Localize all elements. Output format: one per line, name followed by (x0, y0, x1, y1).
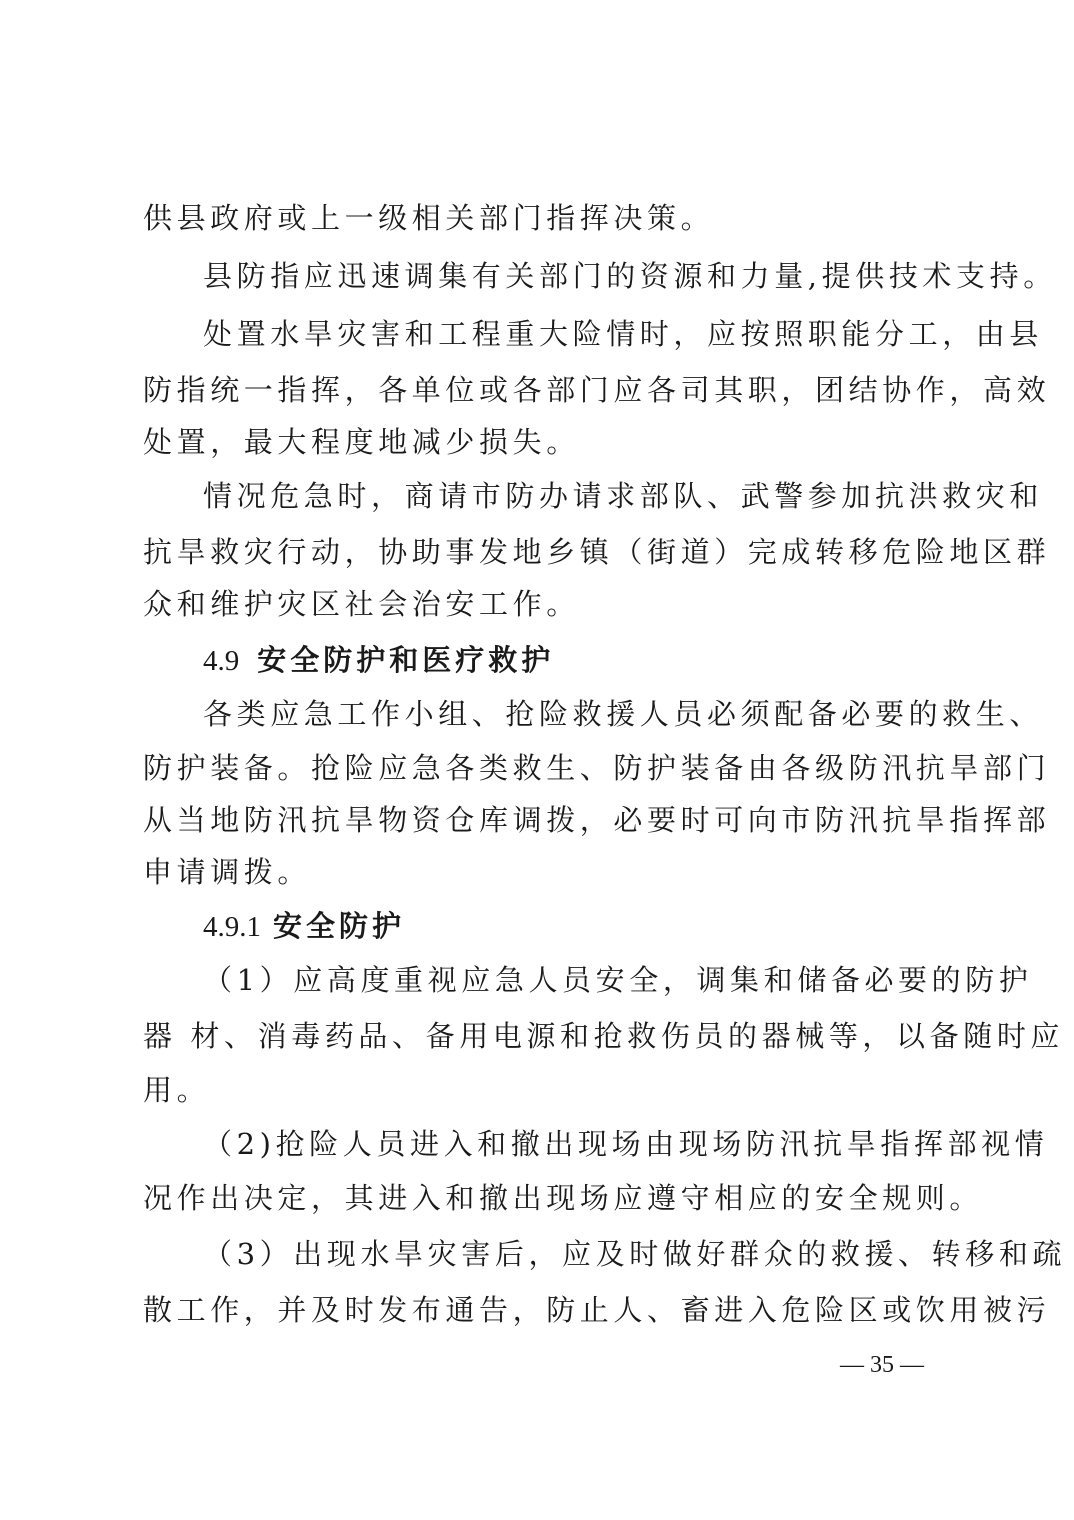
paragraph-line: 众和维护灾区社会治安工作。 (143, 587, 580, 621)
section-heading-4-9-1 (203, 906, 943, 946)
paragraph-line: 处置水旱灾害和工程重大险情时，应按照职能分工，由县 (203, 317, 1044, 351)
paragraph-line: 防护装备。抢险应急各类救生、防护装备由各级防汛抗旱部门 (143, 751, 1051, 785)
paragraph-line: （3）出现水旱灾害后，应及时做好群众的救援、转移和疏 (203, 1237, 1067, 1271)
paragraph-line: 防指统一指挥，各单位或各部门应各司其职，团结协作，高效 (143, 373, 1051, 407)
paragraph-line: 各类应急工作小组、抢险救援人员必须配备必要的救生、 (203, 697, 1044, 731)
section-title: 安全防护和医疗救护 (257, 643, 555, 677)
paragraph-line: （2)抢险人员进入和撤出现场由现场防汛抗旱指挥部视情 (203, 1127, 1049, 1161)
paragraph-line: 申请调拨。 (143, 855, 312, 889)
paragraph-line: 情况危急时，商请市防办请求部队、武警参加抗洪救灾和 (203, 479, 1044, 513)
paragraph-line: 处置，最大程度地减少损失。 (143, 425, 580, 459)
paragraph-line: 县防指应迅速调集有关部门的资源和力量,提供技术支持。 (203, 259, 1057, 293)
paragraph-line: 供县政府或上一级相关部门指挥决策。 (143, 201, 715, 235)
section-number: 4.9 (203, 645, 240, 677)
page-number: — 35 — (840, 1352, 924, 1378)
paragraph-line: 用。 (143, 1073, 211, 1107)
paragraph-line: 散工作，并及时发布通告，防止人、畜进入危险区或饮用被污 (143, 1293, 1051, 1327)
section-heading-4-9 (203, 640, 943, 680)
section-title: 安全防护 (273, 909, 406, 943)
section-number: 4.9.1 (203, 911, 261, 943)
paragraph-line: 从当地防汛抗旱物资仓库调拨，必要时可向市防汛抗旱指挥部 (143, 803, 1051, 837)
paragraph-line: 器 材、消毒药品、备用电源和抢救伤员的器械等，以备随时应 (143, 1019, 1065, 1053)
paragraph-line: 况作出决定，其进入和撤出现场应遵守相应的安全规则。 (143, 1181, 984, 1215)
paragraph-line: （1）应高度重视应急人员安全，调集和储备必要的防护 (203, 963, 1033, 997)
paragraph-line: 抗旱救灾行动，协助事发地乡镇（街道）完成转移危险地区群 (143, 535, 1051, 569)
